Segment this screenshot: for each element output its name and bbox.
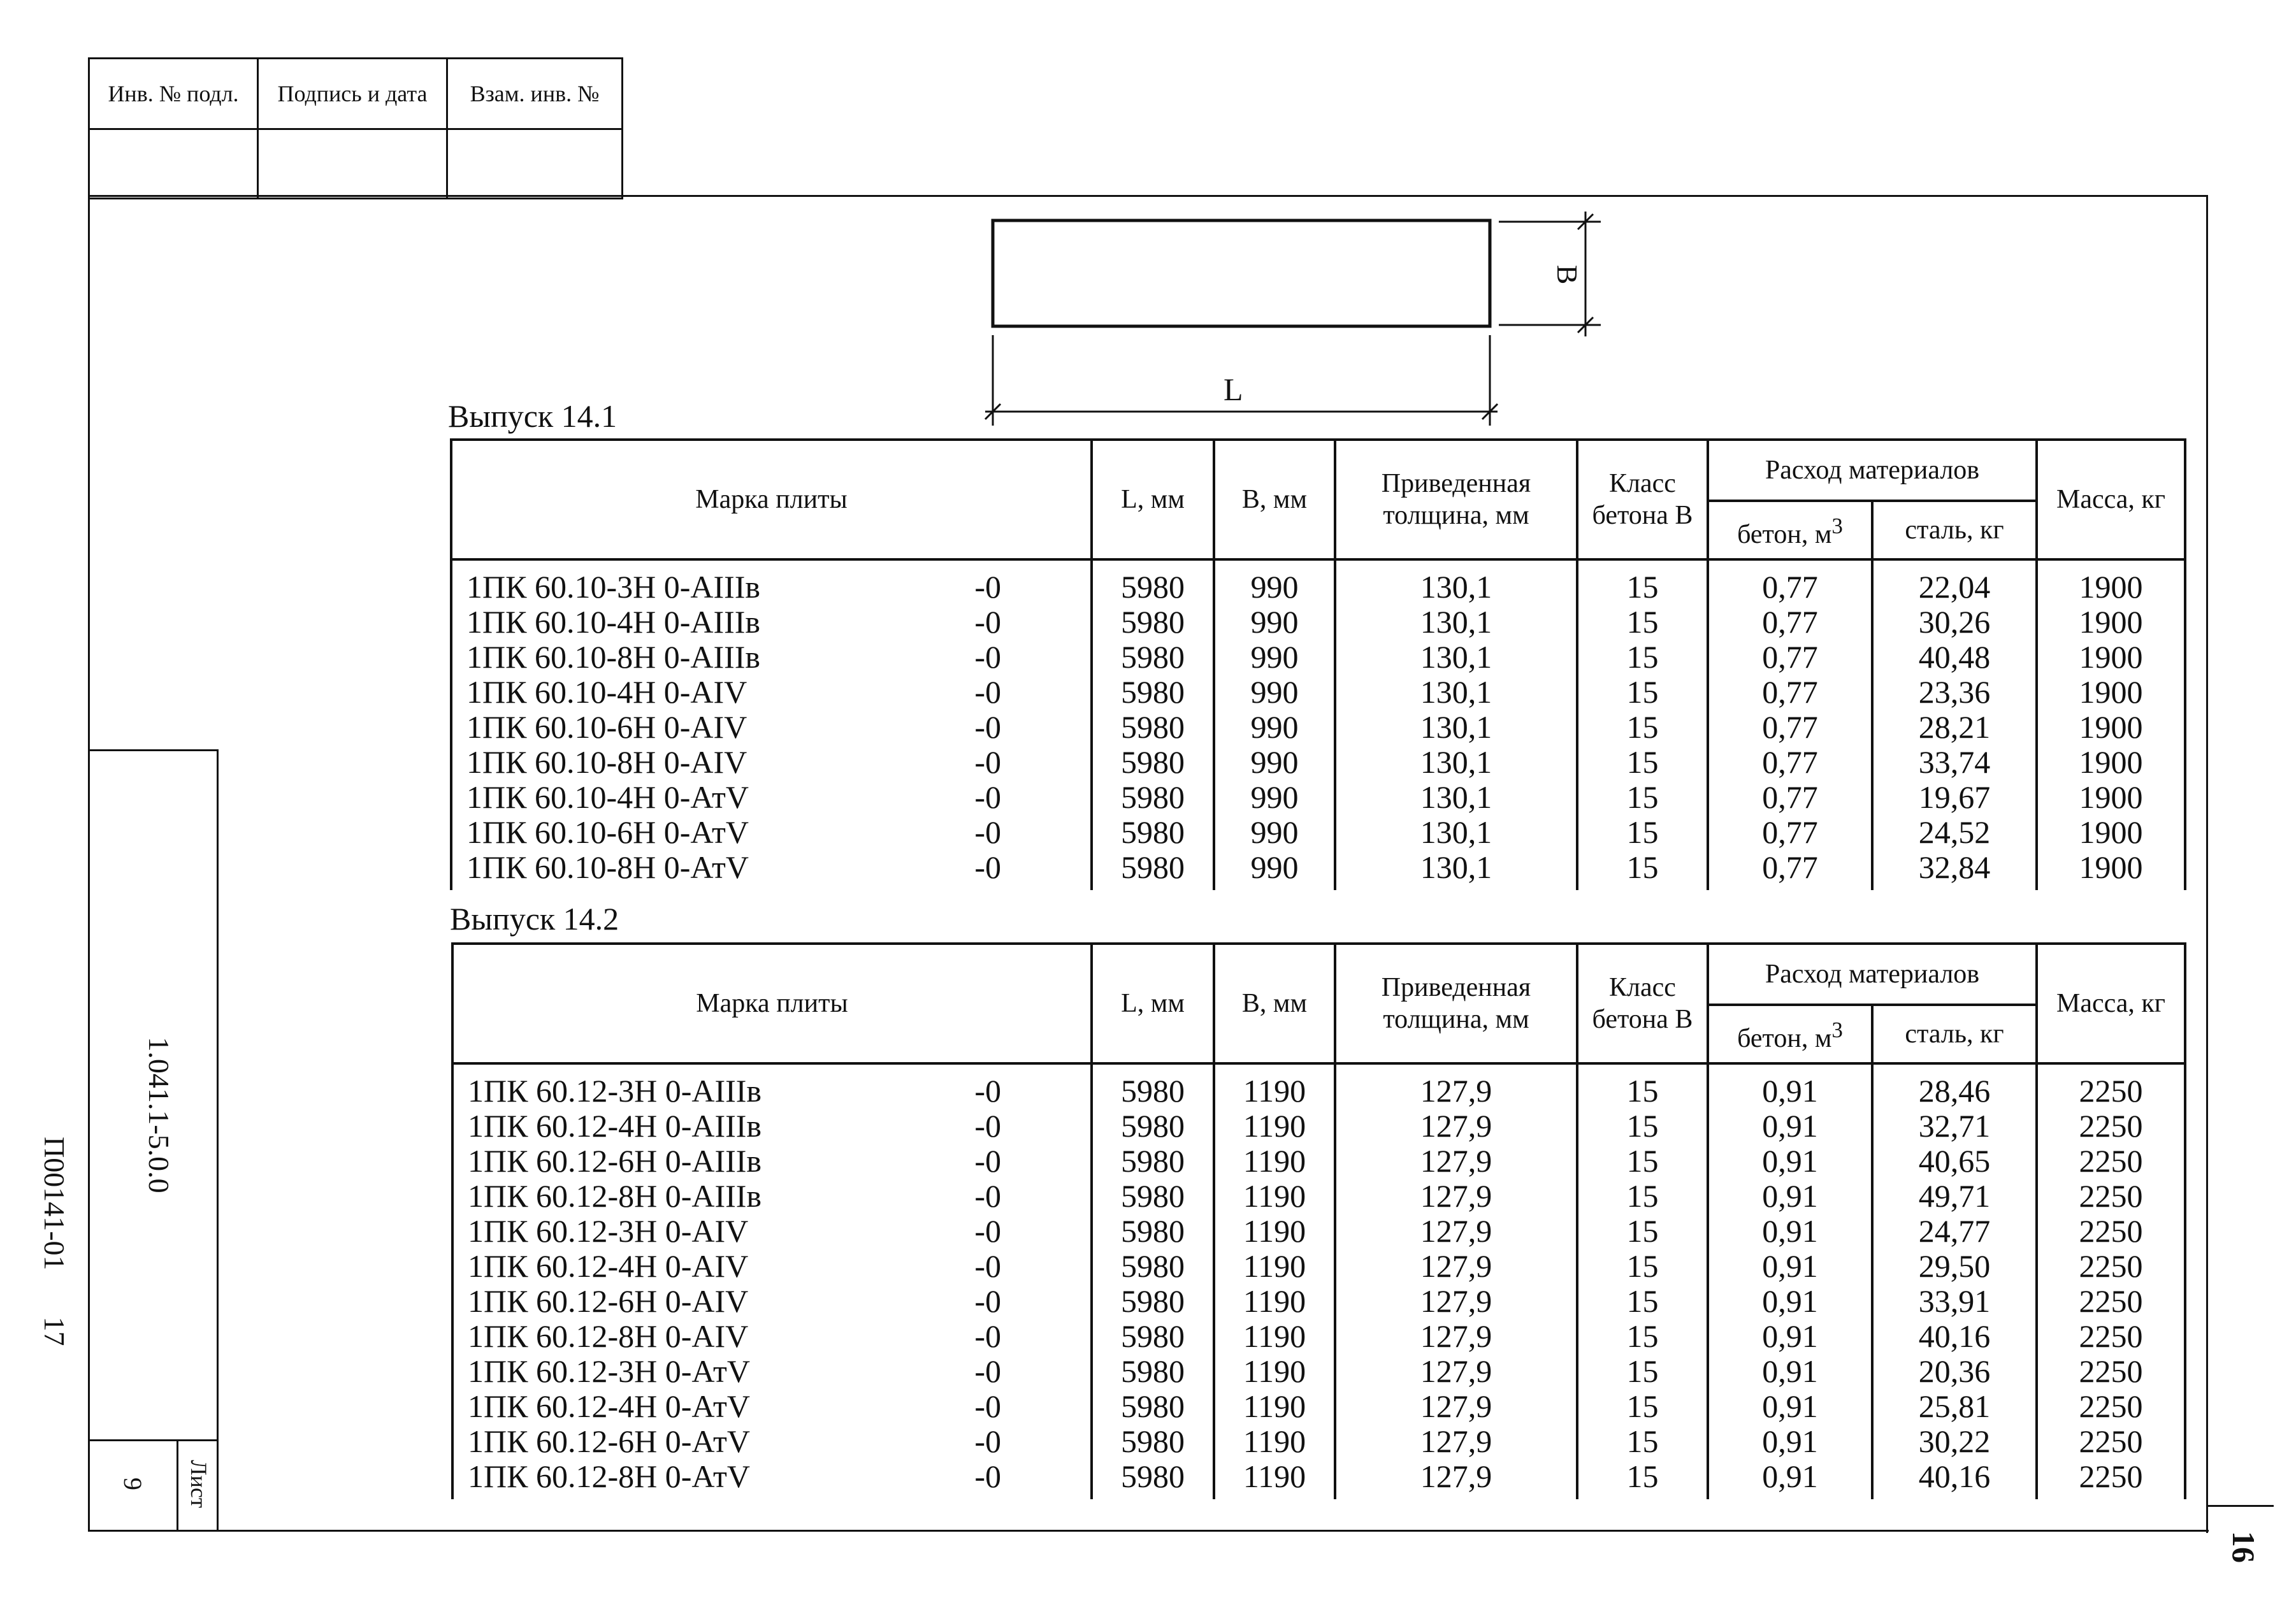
cell-thickness: 130,1 [1335, 815, 1577, 850]
header-mass: Масса, кг [2037, 440, 2185, 559]
cell-concrete-volume: 0,77 [1708, 605, 1872, 640]
side-column-sheet-divider [177, 1439, 178, 1530]
cell-concrete-volume: 0,91 [1708, 1179, 1872, 1214]
cell-steel: 20,36 [1872, 1354, 2037, 1389]
cell-width: 1190 [1214, 1319, 1335, 1354]
cell-thickness: 127,9 [1335, 1109, 1577, 1144]
cell-concrete-volume: 0,91 [1708, 1214, 1872, 1249]
header-concrete-class: Класс бетона B [1577, 440, 1708, 559]
cell-mass: 2250 [2037, 1063, 2185, 1109]
table-row [452, 1249, 2185, 1284]
mark-code: 1ПК 60.10-4Н 0-АтV [466, 779, 749, 815]
cell-mass: 1900 [2037, 605, 2185, 640]
cell-mass: 2250 [2037, 1389, 2185, 1424]
cell-width: 990 [1214, 815, 1335, 850]
mark-suffix: -0 [974, 1458, 1001, 1494]
length-label: L [1224, 371, 1243, 407]
cell-mark [452, 1144, 1092, 1179]
table-row [452, 1459, 2185, 1499]
cell-mark [451, 780, 1092, 815]
cell-thickness: 127,9 [1335, 1319, 1577, 1354]
cell-steel: 28,21 [1872, 710, 2037, 745]
cell-thickness: 127,9 [1335, 1354, 1577, 1389]
cell-width: 990 [1214, 559, 1335, 605]
table-row [452, 1179, 2185, 1214]
cell-steel: 32,84 [1872, 850, 2037, 890]
mark-code: 1ПК 60.12-4Н 0-АIIIв [468, 1108, 762, 1144]
cell-steel: 33,91 [1872, 1284, 2037, 1319]
cell-mark [451, 745, 1092, 780]
cell-steel: 30,22 [1872, 1424, 2037, 1459]
cell-mark [451, 815, 1092, 850]
cell-steel: 40,16 [1872, 1319, 2037, 1354]
cell-concrete-volume: 0,77 [1708, 815, 1872, 850]
cell-concrete-volume: 0,91 [1708, 1319, 1872, 1354]
cell-steel: 49,71 [1872, 1179, 2037, 1214]
cell-concrete-volume: 0,91 [1708, 1284, 1872, 1319]
mark-suffix: -0 [974, 1108, 1001, 1144]
stamp-inv-header: Инв. № подл. [89, 59, 258, 129]
cell-mark [451, 710, 1092, 745]
cell-concrete-class: 15 [1577, 815, 1708, 850]
header-length: L, мм [1092, 944, 1214, 1063]
page-number: 16 [2226, 1531, 2262, 1563]
mark-suffix: -0 [974, 1283, 1001, 1319]
cell-mass: 1900 [2037, 675, 2185, 710]
cell-concrete-volume: 0,91 [1708, 1424, 1872, 1459]
mark-code: 1ПК 60.12-4Н 0-АIV [468, 1248, 749, 1284]
cell-mark [452, 1109, 1092, 1144]
cell-mark [451, 640, 1092, 675]
side-doc-code: 1.041.1-5.0.0 [143, 1037, 175, 1193]
cell-concrete-class: 15 [1577, 710, 1708, 745]
cell-concrete-class: 15 [1577, 1459, 1708, 1499]
cell-width: 1190 [1214, 1179, 1335, 1214]
cell-mass: 1900 [2037, 745, 2185, 780]
cell-concrete-class: 15 [1577, 780, 1708, 815]
header-mass: Масса, кг [2037, 944, 2185, 1063]
stamp-inv-value [89, 129, 258, 199]
cell-thickness: 130,1 [1335, 710, 1577, 745]
cell-steel: 40,16 [1872, 1459, 2037, 1499]
frame-bottom [88, 1530, 2209, 1532]
cell-length: 5980 [1092, 1109, 1214, 1144]
cell-concrete-class: 15 [1577, 640, 1708, 675]
cell-mass: 2250 [2037, 1214, 2185, 1249]
cell-thickness: 130,1 [1335, 850, 1577, 890]
cell-steel: 23,36 [1872, 675, 2037, 710]
mark-suffix: -0 [974, 604, 1001, 640]
table-row [452, 1354, 2185, 1389]
cell-thickness: 130,1 [1335, 605, 1577, 640]
cell-thickness: 130,1 [1335, 745, 1577, 780]
cell-length: 5980 [1092, 1179, 1214, 1214]
cell-length: 5980 [1092, 745, 1214, 780]
cell-concrete-class: 15 [1577, 1354, 1708, 1389]
cell-width: 1190 [1214, 1424, 1335, 1459]
cell-mark [452, 1319, 1092, 1354]
mark-suffix: -0 [974, 709, 1001, 745]
table2-title: Выпуск 14.2 [450, 901, 619, 937]
cell-concrete-volume: 0,91 [1708, 1354, 1872, 1389]
cell-mass: 1900 [2037, 780, 2185, 815]
header-materials: Расход материалов [1708, 944, 2037, 1005]
cell-mark [452, 1214, 1092, 1249]
cell-mark [451, 559, 1092, 605]
cell-steel: 19,67 [1872, 780, 2037, 815]
cell-length: 5980 [1092, 710, 1214, 745]
cell-concrete-class: 15 [1577, 1179, 1708, 1214]
cell-concrete-class: 15 [1577, 675, 1708, 710]
cell-mass: 2250 [2037, 1109, 2185, 1144]
cell-steel: 40,48 [1872, 640, 2037, 675]
cell-thickness: 127,9 [1335, 1063, 1577, 1109]
table-row [451, 745, 2185, 780]
mark-code: 1ПК 60.12-3Н 0-АIIIв [468, 1073, 762, 1109]
mark-code: 1ПК 60.12-4Н 0-АтV [468, 1388, 750, 1424]
mark-suffix: -0 [974, 639, 1001, 675]
cell-mark [452, 1284, 1092, 1319]
mark-suffix: -0 [974, 779, 1001, 815]
mark-suffix: -0 [974, 674, 1001, 710]
cell-length: 5980 [1092, 1354, 1214, 1389]
table-row [452, 1109, 2185, 1144]
cell-steel: 25,81 [1872, 1389, 2037, 1424]
mark-code: 1ПК 60.12-6Н 0-АIIIв [468, 1143, 762, 1179]
table-row [451, 780, 2185, 815]
cell-mark [452, 1459, 1092, 1499]
cell-steel: 32,71 [1872, 1109, 2037, 1144]
cell-concrete-class: 15 [1577, 850, 1708, 890]
cell-width: 990 [1214, 675, 1335, 710]
stamp-signature-value [258, 129, 447, 199]
cell-mass: 2250 [2037, 1144, 2185, 1179]
mark-suffix: -0 [974, 1353, 1001, 1389]
approval-stamp [88, 57, 623, 199]
mark-code: 1ПК 60.10-6Н 0-АIV [466, 709, 747, 745]
cell-mark [452, 1389, 1092, 1424]
cell-width: 1190 [1214, 1144, 1335, 1179]
cell-thickness: 127,9 [1335, 1389, 1577, 1424]
cell-concrete-class: 15 [1577, 1063, 1708, 1109]
cell-mass: 2250 [2037, 1179, 2185, 1214]
cell-concrete-class: 15 [1577, 1389, 1708, 1424]
table-row [451, 850, 2185, 890]
cell-thickness: 130,1 [1335, 780, 1577, 815]
cell-concrete-volume: 0,91 [1708, 1249, 1872, 1284]
side-column-sheet-border [88, 1439, 219, 1441]
cell-thickness: 130,1 [1335, 675, 1577, 710]
cell-concrete-class: 15 [1577, 1249, 1708, 1284]
cell-concrete-volume: 0,91 [1708, 1109, 1872, 1144]
stamp-replacement-value [447, 129, 623, 199]
cell-mass: 1900 [2037, 815, 2185, 850]
cell-concrete-volume: 0,77 [1708, 780, 1872, 815]
cell-thickness: 127,9 [1335, 1459, 1577, 1499]
mark-suffix: -0 [974, 849, 1001, 885]
mark-code: 1ПК 60.10-3Н 0-АIIIв [466, 569, 761, 605]
side-sheet-label: Лист [186, 1460, 212, 1508]
cell-mass: 2250 [2037, 1249, 2185, 1284]
cell-length: 5980 [1092, 1424, 1214, 1459]
mark-suffix: -0 [974, 1143, 1001, 1179]
mark-code: 1ПК 60.12-8Н 0-АIV [468, 1318, 749, 1354]
table-row [451, 559, 2185, 605]
mark-suffix: -0 [974, 569, 1001, 605]
frame-top [88, 195, 2208, 197]
cell-length: 5980 [1092, 1319, 1214, 1354]
header-mark: Марка плиты [451, 440, 1092, 559]
cell-concrete-class: 15 [1577, 1109, 1708, 1144]
side-column-top-border [88, 749, 219, 751]
table-row [452, 1424, 2185, 1459]
cell-thickness: 127,9 [1335, 1214, 1577, 1249]
cell-steel: 40,65 [1872, 1144, 2037, 1179]
cell-length: 5980 [1092, 850, 1214, 890]
cell-width: 1190 [1214, 1109, 1335, 1144]
header-width: B, мм [1214, 440, 1335, 559]
table-row [452, 1284, 2185, 1319]
mark-suffix: -0 [974, 1178, 1001, 1214]
cell-length: 5980 [1092, 1063, 1214, 1109]
table-row [452, 1319, 2185, 1354]
side-column-right-border [217, 749, 219, 1531]
cell-mark [451, 850, 1092, 890]
header-mark: Марка плиты [452, 944, 1092, 1063]
cell-length: 5980 [1092, 675, 1214, 710]
cell-width: 990 [1214, 850, 1335, 890]
cell-length: 5980 [1092, 1459, 1214, 1499]
header-concrete-class: Класс бетона B [1577, 944, 1708, 1063]
cell-thickness: 130,1 [1335, 640, 1577, 675]
cell-mark [452, 1249, 1092, 1284]
mark-code: 1ПК 60.10-4Н 0-АIIIв [466, 604, 761, 640]
table-row [452, 1214, 2185, 1249]
cell-width: 1190 [1214, 1249, 1335, 1284]
cell-concrete-volume: 0,77 [1708, 850, 1872, 890]
cell-width: 990 [1214, 710, 1335, 745]
cell-concrete-volume: 0,91 [1708, 1389, 1872, 1424]
header-width: B, мм [1214, 944, 1335, 1063]
cell-width: 1190 [1214, 1354, 1335, 1389]
cell-mass: 1900 [2037, 850, 2185, 890]
cell-concrete-class: 15 [1577, 605, 1708, 640]
cell-length: 5980 [1092, 605, 1214, 640]
cell-mass: 2250 [2037, 1319, 2185, 1354]
cell-mark [452, 1179, 1092, 1214]
cell-concrete-class: 15 [1577, 559, 1708, 605]
cell-thickness: 127,9 [1335, 1144, 1577, 1179]
cell-width: 990 [1214, 640, 1335, 675]
cell-length: 5980 [1092, 1144, 1214, 1179]
cell-mass: 2250 [2037, 1284, 2185, 1319]
cell-width: 990 [1214, 745, 1335, 780]
cell-concrete-class: 15 [1577, 1144, 1708, 1179]
cell-mark [452, 1063, 1092, 1109]
cell-concrete-class: 15 [1577, 1284, 1708, 1319]
table-row [451, 815, 2185, 850]
cell-concrete-volume: 0,91 [1708, 1063, 1872, 1109]
cell-length: 5980 [1092, 1389, 1214, 1424]
mark-code: 1ПК 60.12-6Н 0-АтV [468, 1423, 750, 1459]
cell-concrete-class: 15 [1577, 745, 1708, 780]
cell-mass: 1900 [2037, 640, 2185, 675]
mark-code: 1ПК 60.10-8Н 0-АIIIв [466, 639, 761, 675]
mark-code: 1ПК 60.10-4Н 0-АIV [466, 674, 747, 710]
header-materials: Расход материалов [1708, 440, 2037, 501]
plate-sketch [981, 210, 1612, 440]
cell-steel: 24,77 [1872, 1214, 2037, 1249]
mark-code: 1ПК 60.10-6Н 0-АтV [466, 814, 749, 850]
side-archive-number: П00141-01 [38, 1137, 71, 1270]
cell-steel: 22,04 [1872, 559, 2037, 605]
cell-concrete-volume: 0,77 [1708, 559, 1872, 605]
cell-width: 1190 [1214, 1063, 1335, 1109]
stamp-signature-header: Подпись и дата [258, 59, 447, 129]
cell-concrete-class: 15 [1577, 1424, 1708, 1459]
cell-width: 990 [1214, 780, 1335, 815]
mark-suffix: -0 [974, 1073, 1001, 1109]
width-label: B [1551, 264, 1584, 285]
table1 [450, 438, 2186, 890]
table-row [451, 605, 2185, 640]
frame-right [2206, 195, 2208, 1533]
cell-length: 5980 [1092, 640, 1214, 675]
cell-mass: 2250 [2037, 1459, 2185, 1499]
cell-mass: 2250 [2037, 1424, 2185, 1459]
cell-length: 5980 [1092, 1249, 1214, 1284]
side-archive-code [35, 1137, 73, 1346]
cell-length: 5980 [1092, 1214, 1214, 1249]
mark-code: 1ПК 60.12-8Н 0-АтV [468, 1458, 750, 1494]
cell-steel: 33,74 [1872, 745, 2037, 780]
mark-code: 1ПК 60.12-3Н 0-АтV [468, 1353, 750, 1389]
header-concrete-volume: бетон, $м^3$ [1708, 1005, 1872, 1063]
cell-thickness: 127,9 [1335, 1424, 1577, 1459]
header-thickness: Приведенная толщина, мм [1335, 440, 1577, 559]
mark-suffix: -0 [974, 1388, 1001, 1424]
cell-concrete-volume: 0,91 [1708, 1144, 1872, 1179]
frame-left [88, 195, 90, 1531]
cell-concrete-class: 15 [1577, 1319, 1708, 1354]
cell-length: 5980 [1092, 1284, 1214, 1319]
mark-code: 1ПК 60.12-3Н 0-АIV [468, 1213, 749, 1249]
mark-suffix: -0 [974, 744, 1001, 780]
mark-suffix: -0 [974, 1248, 1001, 1284]
cell-concrete-volume: 0,91 [1708, 1459, 1872, 1499]
cell-thickness: 127,9 [1335, 1249, 1577, 1284]
page-number-top-border [2206, 1505, 2274, 1507]
cell-mass: 2250 [2037, 1354, 2185, 1389]
header-length: L, мм [1092, 440, 1214, 559]
cell-width: 1190 [1214, 1459, 1335, 1499]
side-sheet-number: 9 [119, 1478, 147, 1490]
table2 [451, 942, 2186, 1499]
cell-concrete-volume: 0,77 [1708, 675, 1872, 710]
cell-concrete-volume: 0,77 [1708, 640, 1872, 675]
mark-code: 1ПК 60.12-8Н 0-АIIIв [468, 1178, 762, 1214]
cell-mark [451, 675, 1092, 710]
cell-mark [452, 1354, 1092, 1389]
header-steel: сталь, кг [1872, 501, 2037, 559]
table-row [451, 675, 2185, 710]
stamp-replacement-header: Взам. инв. № [447, 59, 623, 129]
cell-mass: 1900 [2037, 559, 2185, 605]
header-concrete-volume: бетон, $м^3$ [1708, 501, 1872, 559]
mark-code: 1ПК 60.10-8Н 0-АтV [466, 849, 749, 885]
plate-outline [993, 220, 1490, 326]
mark-suffix: -0 [974, 1318, 1001, 1354]
mark-code: 1ПК 60.12-6Н 0-АIV [468, 1283, 749, 1319]
cell-width: 990 [1214, 605, 1335, 640]
mark-suffix: -0 [974, 1213, 1001, 1249]
table-row [451, 710, 2185, 745]
cell-concrete-volume: 0,77 [1708, 710, 1872, 745]
cell-concrete-volume: 0,77 [1708, 745, 1872, 780]
table-row [452, 1389, 2185, 1424]
header-thickness: Приведенная толщина, мм [1335, 944, 1577, 1063]
table-row [452, 1063, 2185, 1109]
cell-width: 1190 [1214, 1284, 1335, 1319]
cell-thickness: 127,9 [1335, 1284, 1577, 1319]
cell-mark [451, 605, 1092, 640]
table-row [451, 640, 2185, 675]
cell-steel: 30,26 [1872, 605, 2037, 640]
cell-length: 5980 [1092, 815, 1214, 850]
cell-length: 5980 [1092, 559, 1214, 605]
table-row [452, 1144, 2185, 1179]
cell-steel: 28,46 [1872, 1063, 2037, 1109]
cell-thickness: 130,1 [1335, 559, 1577, 605]
side-archive-page: 17 [38, 1316, 71, 1346]
cell-thickness: 127,9 [1335, 1179, 1577, 1214]
mark-suffix: -0 [974, 1423, 1001, 1459]
table1-title: Выпуск 14.1 [448, 398, 617, 434]
cell-steel: 24,52 [1872, 815, 2037, 850]
cell-concrete-class: 15 [1577, 1214, 1708, 1249]
header-steel: сталь, кг [1872, 1005, 2037, 1063]
cell-mark [452, 1424, 1092, 1459]
mark-code: 1ПК 60.10-8Н 0-АIV [466, 744, 747, 780]
cell-width: 1190 [1214, 1214, 1335, 1249]
cell-steel: 29,50 [1872, 1249, 2037, 1284]
cell-mass: 1900 [2037, 710, 2185, 745]
mark-suffix: -0 [974, 814, 1001, 850]
cell-length: 5980 [1092, 780, 1214, 815]
cell-width: 1190 [1214, 1389, 1335, 1424]
